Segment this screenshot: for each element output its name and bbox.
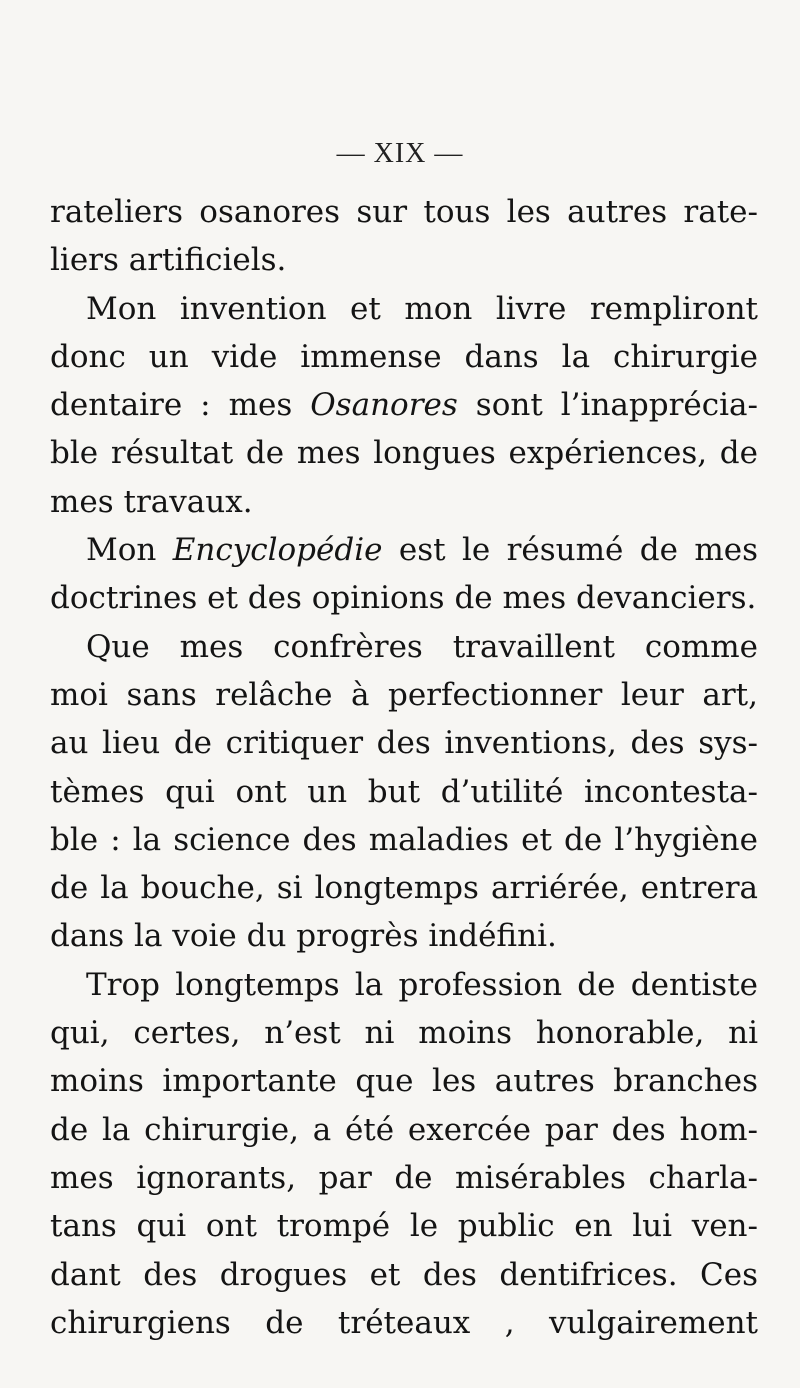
text-line bbox=[50, 285, 758, 333]
page-number-header: — XIX — bbox=[336, 138, 464, 169]
text-line bbox=[50, 188, 758, 236]
italic-title: Encyclopédie bbox=[172, 532, 383, 569]
text-line bbox=[50, 912, 758, 960]
text-line bbox=[50, 816, 758, 864]
text-segment: Que mes confrères travaillent comme bbox=[86, 628, 758, 665]
text-line bbox=[50, 1202, 758, 1250]
text-segment: est le résumé de mes bbox=[382, 532, 758, 569]
text-segment: rateliers osanores sur tous les autres rate- bbox=[50, 194, 758, 230]
text-line bbox=[50, 671, 758, 719]
text-line bbox=[50, 864, 758, 912]
text-line bbox=[50, 478, 758, 526]
text-line bbox=[50, 623, 758, 671]
text-line bbox=[50, 1251, 758, 1299]
text-line bbox=[50, 429, 758, 477]
text-line bbox=[50, 574, 758, 622]
text-segment: dant des drogues et des dentifrices. Ces bbox=[50, 1256, 758, 1293]
text-line bbox=[50, 526, 758, 574]
text-segment: dans la voie du progrès indéfini. bbox=[50, 918, 557, 955]
text-line bbox=[50, 1154, 758, 1202]
text-line bbox=[50, 333, 758, 381]
text-segment: moi sans relâche à perfectionner leur art, bbox=[50, 676, 758, 713]
text-segment: de la chirurgie, a été exercée par des hom- bbox=[50, 1111, 758, 1148]
body-text bbox=[50, 188, 758, 1347]
text-line bbox=[50, 719, 758, 767]
text-line bbox=[50, 1009, 758, 1057]
text-segment: tans qui ont trompé le public en lui ven- bbox=[50, 1208, 758, 1245]
italic-title: Osanores bbox=[310, 387, 458, 424]
text-line bbox=[50, 1057, 758, 1105]
text-segment: doctrines et des opinions de mes devanciers. bbox=[50, 580, 757, 617]
text-segment: qui, certes, n’est ni moins honorable, ni bbox=[50, 1015, 758, 1052]
text-segment: au lieu de critiquer des inventions, des sys- bbox=[50, 725, 758, 762]
text-segment: sont l’inappréciа- bbox=[457, 387, 758, 424]
text-segment: tèmes qui ont un but d’utilité incontesta- bbox=[50, 773, 758, 810]
text-segment: Mon invention et mon livre rempliront bbox=[86, 290, 758, 327]
text-segment: Mon bbox=[86, 532, 173, 569]
text-segment: donc un vide immense dans la chirurgie bbox=[50, 338, 758, 375]
text-segment: dentaire : mes bbox=[50, 387, 311, 424]
text-segment: ble : la science des maladies et de l’hygiène bbox=[50, 821, 758, 858]
text-line bbox=[50, 1299, 758, 1347]
text-segment: liers artificiels. bbox=[50, 242, 287, 279]
text-segment: ble résultat de mes longues expériences, de bbox=[50, 435, 758, 472]
text-segment: mes travaux. bbox=[50, 483, 253, 520]
text-segment: de la bouche, si longtemps arriérée, entrera bbox=[50, 870, 758, 907]
text-line bbox=[50, 768, 758, 816]
text-segment: Trop longtemps la profession de dentiste bbox=[86, 966, 758, 1003]
text-segment: moins importante que les autres branches bbox=[50, 1063, 758, 1100]
text-line bbox=[50, 236, 758, 284]
text-line bbox=[50, 381, 758, 429]
text-line bbox=[50, 1106, 758, 1154]
text-line bbox=[50, 961, 758, 1009]
text-segment: chirurgiens de tréteaux , vulgairement bbox=[50, 1304, 758, 1341]
text-segment: mes ignorants, par de misérables charla- bbox=[50, 1159, 758, 1196]
